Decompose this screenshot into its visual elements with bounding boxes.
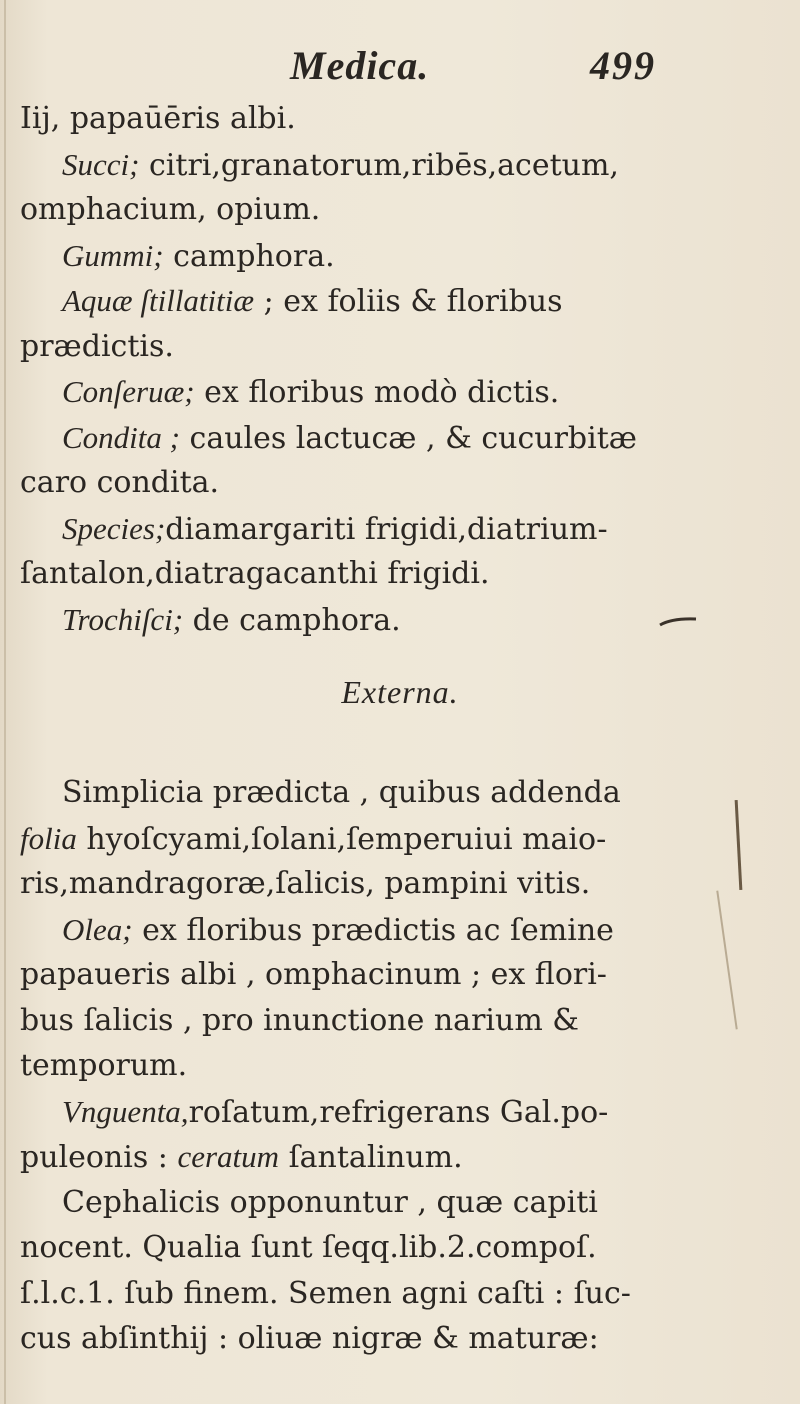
page-edge xyxy=(4,0,6,1404)
line-text: ; ex foliis & floribus xyxy=(254,284,563,319)
text-line xyxy=(20,597,720,643)
text-line xyxy=(20,278,720,324)
text-line xyxy=(20,506,720,552)
line-text: de camphora. xyxy=(183,602,401,638)
text-line xyxy=(20,233,720,279)
line-text: citri,granatorum,ribēs,acetum, xyxy=(139,147,619,183)
line-text: puleonis : xyxy=(20,1140,178,1175)
text-line xyxy=(20,187,720,233)
text-line xyxy=(20,952,720,998)
entry-heading: Conſeruæ; xyxy=(62,374,195,409)
text-line xyxy=(20,1180,720,1226)
text-line xyxy=(20,1089,720,1135)
text-line xyxy=(20,96,720,142)
entry-heading: Olea; xyxy=(62,911,133,947)
text-line xyxy=(20,1316,720,1362)
line-text: ex floribus prædictis ac ſemine xyxy=(132,912,614,948)
ornament-icon xyxy=(658,616,698,628)
entry-heading: Succi; xyxy=(62,146,140,182)
line-text: ſantalon,diatragacanthi frigidi. xyxy=(20,556,490,591)
line-text: Cephalicis opponuntur , quæ capiti xyxy=(62,1184,598,1220)
text-line xyxy=(20,816,720,862)
line-text: ris,mandragoræ,ſalicis, pampini vitis. xyxy=(20,866,591,901)
entry-heading: Vnguenta, xyxy=(62,1093,189,1129)
entry-heading: ceratum xyxy=(177,1139,280,1174)
text-line xyxy=(20,142,720,188)
line-text: papaueris albi , omphacinum ; ex flori- xyxy=(20,957,607,992)
line-text: caules lactucæ , & cucurbitæ xyxy=(179,420,637,456)
line-text: nocent. Qualia ſunt ſeqq.lib.2.compoſ. xyxy=(20,1230,597,1265)
line-text: ex floribus modò dictis. xyxy=(194,375,560,410)
line-text: prædictis. xyxy=(20,328,174,364)
entry-heading: folia xyxy=(20,820,77,856)
entry-heading: Species; xyxy=(62,510,166,546)
page-stain xyxy=(735,800,743,890)
line-text: ſantalinum. xyxy=(279,1140,463,1175)
spacer xyxy=(20,642,720,660)
text-line xyxy=(20,324,720,370)
entry-heading: Trochiſci; xyxy=(62,601,184,637)
section-title: Externa. xyxy=(341,674,459,710)
text-line xyxy=(20,1134,720,1180)
line-text: roſatum,refrigerans Gal.po- xyxy=(188,1094,609,1130)
text-line xyxy=(20,460,720,506)
entry-heading: Gummi; xyxy=(62,237,164,273)
text-line xyxy=(20,551,720,597)
line-text: Iij, papaūēris albi. xyxy=(20,101,296,136)
line-text: omphacium, opium. xyxy=(20,192,321,227)
line-text: cus abſinthij : oliuæ nigræ & maturæ: xyxy=(20,1321,599,1356)
text-line xyxy=(20,998,720,1044)
text-line xyxy=(20,1225,720,1271)
line-text: Simplicia prædicta , quibus addenda xyxy=(62,775,621,810)
text-line xyxy=(20,1271,720,1317)
text-line xyxy=(20,369,720,415)
text-line xyxy=(20,907,720,953)
text-line xyxy=(20,1043,720,1089)
page-header xyxy=(0,38,800,98)
line-text: diamargariti frigidi,diatrium- xyxy=(165,511,608,547)
line-text: bus ſalicis , pro inunctione narium & xyxy=(20,1002,580,1038)
text-line xyxy=(20,415,720,461)
text-line xyxy=(20,770,720,816)
text-line xyxy=(20,861,720,907)
page-number: 499 xyxy=(590,43,656,88)
spacer xyxy=(20,724,720,770)
body-text xyxy=(20,96,720,1362)
entry-heading: Aquæ ſtillatitiæ xyxy=(62,283,255,318)
line-text: ſ.l.c.1. ſub finem. Semen agni caſti : ſuc- xyxy=(20,1275,631,1311)
line-text: hyoſcyami,ſolani,ſemperuiui maio- xyxy=(76,821,607,857)
line-text: caro condita. xyxy=(20,465,220,500)
line-text: temporum. xyxy=(20,1048,188,1083)
line-text: camphora. xyxy=(163,238,335,274)
entry-heading: Condita ; xyxy=(62,419,180,455)
running-head: Medica. xyxy=(290,43,430,88)
